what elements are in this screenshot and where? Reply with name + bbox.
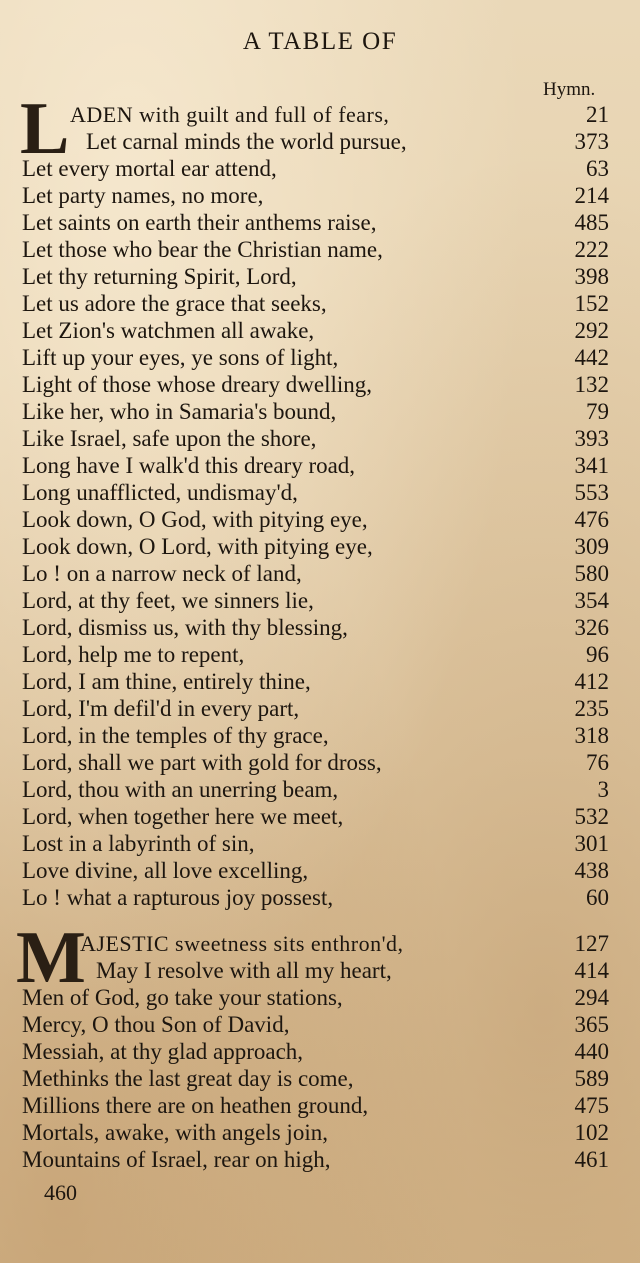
hymn-number: 476 <box>574 507 609 532</box>
first-line-text: Lord, at thy feet, we sinners lie, <box>22 588 314 613</box>
hymn-number: 79 <box>586 399 609 424</box>
table-row <box>0 533 640 560</box>
entry-list <box>0 128 640 911</box>
first-line-text: Mercy, O thou Son of David, <box>22 1012 290 1037</box>
hymn-number: 414 <box>574 958 609 983</box>
hymn-number: 132 <box>574 372 609 397</box>
table-row <box>0 344 640 371</box>
entry-list <box>0 957 640 1173</box>
hymn-number: 318 <box>574 723 609 748</box>
table-row <box>0 128 640 155</box>
hymn-number: 461 <box>574 1147 609 1172</box>
hymn-number: 3 <box>597 777 609 802</box>
table-row <box>0 425 640 452</box>
table-row <box>0 1146 640 1173</box>
table-row <box>0 984 640 1011</box>
first-line-entry <box>0 101 640 128</box>
table-row <box>0 1011 640 1038</box>
hymn-number: 235 <box>574 696 609 721</box>
hymn-number: 341 <box>574 453 609 478</box>
table-row <box>0 641 640 668</box>
first-line-text: Let those who bear the Christian name, <box>22 237 383 262</box>
first-line-text: May I resolve with all my heart, <box>96 958 392 983</box>
first-line-text: Let every mortal ear attend, <box>22 156 277 181</box>
table-row <box>0 1065 640 1092</box>
first-line-text: Look down, O God, with pitying eye, <box>22 507 368 532</box>
first-line-text: Methinks the last great day is come, <box>22 1066 354 1091</box>
first-line-text: Love divine, all love excelling, <box>22 858 309 883</box>
hymn-number: 589 <box>574 1066 609 1091</box>
hymn-number: 96 <box>586 642 609 667</box>
hymn-number: 326 <box>574 615 609 640</box>
table-row <box>0 587 640 614</box>
table-row <box>0 290 640 317</box>
table-row <box>0 957 640 984</box>
first-line-text: Messiah, at thy glad approach, <box>22 1039 304 1064</box>
first-line-text: Let Zion's watchmen all awake, <box>22 318 315 343</box>
drop-cap-initial: L <box>20 88 70 170</box>
table-row <box>0 398 640 425</box>
first-line-text: Mountains of Israel, rear on high, <box>22 1147 331 1172</box>
first-line-text: Lo ! what a rapturous joy possest, <box>22 885 334 910</box>
table-row <box>0 209 640 236</box>
hymn-number: 102 <box>574 1120 609 1145</box>
hymn-number: 440 <box>574 1039 609 1064</box>
hymn-number: 398 <box>574 264 609 289</box>
first-line-entry <box>0 930 640 957</box>
hymn-number: 393 <box>574 426 609 451</box>
first-line-text: Lord, when together here we meet, <box>22 804 344 829</box>
table-row <box>0 614 640 641</box>
first-line-text: Lost in a labyrinth of sin, <box>22 831 255 856</box>
table-row <box>0 722 640 749</box>
hymn-column-header: Hymn. <box>543 79 596 100</box>
table-row <box>0 803 640 830</box>
first-line-text: Lord, shall we part with gold for dross, <box>22 750 382 775</box>
hymn-number: 475 <box>574 1093 609 1118</box>
first-line-text: Mortals, awake, with angels join, <box>22 1120 328 1145</box>
first-line-text: Let party names, no more, <box>22 183 264 208</box>
first-line-text: Like Israel, safe upon the shore, <box>22 426 317 451</box>
table-row <box>0 776 640 803</box>
hymn-number: 301 <box>574 831 609 856</box>
table-row <box>0 749 640 776</box>
table-row <box>0 1092 640 1119</box>
first-line-text: Light of those whose dreary dwelling, <box>22 372 373 397</box>
hymn-number: 222 <box>574 237 609 262</box>
hymn-number: 63 <box>586 156 609 181</box>
hymn-number: 152 <box>574 291 609 316</box>
first-line-text: ADEN with guilt and full of fears, <box>70 102 390 127</box>
table-row <box>0 560 640 587</box>
first-line-text: Lord, I am thine, entirely thine, <box>22 669 311 694</box>
page-number: 460 <box>44 1180 77 1205</box>
first-line-text: Let us adore the grace that seeks, <box>22 291 327 316</box>
hymn-number: 580 <box>574 561 609 586</box>
hymn-number: 438 <box>574 858 609 883</box>
table-row <box>0 155 640 182</box>
table-row <box>0 668 640 695</box>
hymn-number: 21 <box>586 102 609 127</box>
table-row <box>0 1038 640 1065</box>
hymn-number: 309 <box>574 534 609 559</box>
first-line-text: Let thy returning Spirit, Lord, <box>22 264 297 289</box>
first-line-text: Lord, in the temples of thy grace, <box>22 723 329 748</box>
table-row <box>0 695 640 722</box>
table-row <box>0 452 640 479</box>
first-line-text: Men of God, go take your stations, <box>22 985 343 1010</box>
table-row <box>0 506 640 533</box>
first-line-text: Look down, O Lord, with pitying eye, <box>22 534 373 559</box>
table-row <box>0 857 640 884</box>
hymn-number: 553 <box>574 480 609 505</box>
section-m <box>0 917 640 1173</box>
table-row <box>0 371 640 398</box>
hymn-number: 354 <box>574 588 609 613</box>
first-line-text: Lord, thou with an unerring beam, <box>22 777 339 802</box>
hymn-number: 442 <box>574 345 609 370</box>
first-line-text: Lord, I'm defil'd in every part, <box>22 696 300 721</box>
hymn-number: 532 <box>574 804 609 829</box>
hymn-number: 60 <box>586 885 609 910</box>
first-line-text: Let carnal minds the world pursue, <box>86 129 407 154</box>
hymn-number: 292 <box>574 318 609 343</box>
hymn-number: 373 <box>574 129 609 154</box>
table-row <box>0 263 640 290</box>
first-line-text: Lord, help me to repent, <box>22 642 245 667</box>
table-row <box>0 317 640 344</box>
first-line-text: Long have I walk'd this dreary road, <box>22 453 356 478</box>
first-line-text: Long unafflicted, undismay'd, <box>22 480 298 505</box>
first-line-text: Millions there are on heathen ground, <box>22 1093 369 1118</box>
first-line-text: Lord, dismiss us, with thy blessing, <box>22 615 348 640</box>
first-line-text: Lift up your eyes, ye sons of light, <box>22 345 339 370</box>
hymn-number: 214 <box>574 183 609 208</box>
hymn-number: 294 <box>574 985 609 1010</box>
hymn-number: 127 <box>574 931 609 956</box>
table-row <box>0 884 640 911</box>
first-line-text: AJESTIC sweetness sits enthron'd, <box>80 931 404 956</box>
hymn-number: 76 <box>586 750 609 775</box>
table-row <box>0 1119 640 1146</box>
first-line-text: Lo ! on a narrow neck of land, <box>22 561 302 586</box>
drop-cap-initial: M <box>16 917 86 999</box>
table-row <box>0 830 640 857</box>
page-title: A TABLE OF <box>242 28 398 55</box>
hymn-number: 412 <box>574 669 609 694</box>
table-row <box>0 479 640 506</box>
hymn-number: 365 <box>574 1012 609 1037</box>
table-row <box>0 182 640 209</box>
table-row <box>0 236 640 263</box>
first-line-text: Like her, who in Samaria's bound, <box>22 399 337 424</box>
first-line-text: Let saints on earth their anthems raise, <box>22 210 377 235</box>
hymn-number: 485 <box>574 210 609 235</box>
